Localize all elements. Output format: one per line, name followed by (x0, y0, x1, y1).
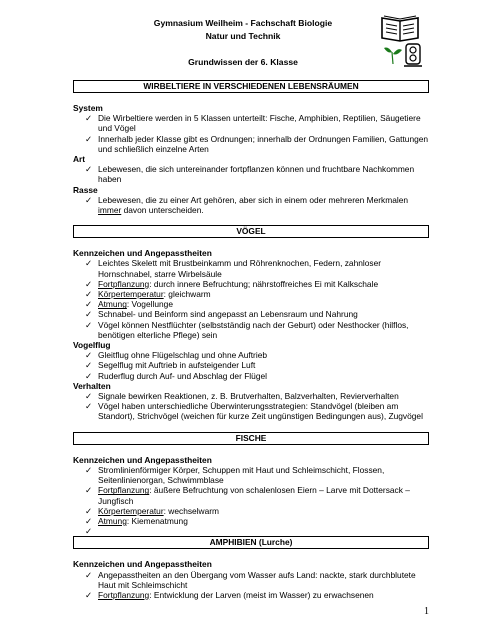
checkmark-icon: ✓ (85, 164, 93, 175)
subheading-rasse: Rasse (73, 184, 98, 195)
list-item: ✓ Lebewesen, die zu einer Art gehören, aber sich in einem oder mehreren Merkmalen immer davon unterscheiden. (85, 194, 409, 216)
checkmark-icon: ✓ (85, 391, 93, 402)
subheading-kennzeichen: Kennzeichen und Angepasstheiten (73, 454, 212, 465)
list-item: ✓ Angepasstheiten an den Übergang vom Wasser aufs Land: nackte, stark durchblutete Haut mit Schleimschicht (85, 569, 416, 590)
list-item: ✓ Signale bewirken Reaktionen, z. B. Brutverhalten, Balzverhalten, Revierverhalten (85, 391, 399, 402)
list-item: ✓ Stromlinienförmiger Körper, Schuppen mit Haut und Schleimschicht, Flossen, Seitenlinienorgan, Schwimmblase (85, 464, 385, 486)
checkmark-icon: ✓ (85, 360, 93, 371)
checkmark-icon: ✓ (85, 319, 93, 330)
checkmark-icon: ✓ (85, 133, 93, 144)
checkmark-icon: ✓ (85, 464, 93, 475)
checkmark-icon: ✓ (85, 299, 93, 310)
list-item: ✓ Gleitflug ohne Flügelschlag und ohne Auftrieb (85, 350, 268, 361)
checkmark-icon: ✓ (85, 278, 93, 289)
document-body (73, 80, 429, 600)
checkmark-icon: ✓ (85, 569, 93, 580)
checkmark-icon: ✓ (85, 401, 93, 412)
subheading-verhalten: Verhalten (73, 380, 111, 391)
list-item: ✓ Fortpflanzung: durch innere Befruchtung; nährstoffreiches Ei mit Kalkschale (85, 278, 379, 289)
list-item: ✓ Vögel können Nestflüchter (selbstständig nach der Geburt) oder Nesthocker (hilflos, benötigen elterliche Pflege) sein (85, 319, 409, 340)
checkmark-icon: ✓ (85, 485, 93, 496)
section-heading-fische: FISCHE (73, 432, 429, 445)
subheading-vogelflug: Vogelflug (73, 340, 111, 351)
checkmark-icon: ✓ (85, 289, 93, 300)
checkmark-icon: ✓ (85, 589, 93, 600)
checkmark-icon: ✓ (85, 350, 93, 361)
list-item: ✓ Leichtes Skelett mit Brustbeinkamm und Röhrenknochen, Federn, zahnloser Hornschnabel, starre Wirbelsäule (85, 258, 382, 279)
section-heading-amphibien: AMPHIBIEN (Lurche) (73, 536, 429, 549)
section-heading-voegel: VÖGEL (73, 225, 429, 238)
checkmark-icon: ✓ (85, 515, 93, 526)
list-item: ✓ Atmung: Vogellunge (85, 299, 173, 310)
document-title: Grundwissen der 6. Klasse (188, 57, 298, 67)
list-item: ✓ Lebewesen, die sich untereinander fortpflanzen können und fruchtbare Nachkommen haben (85, 164, 415, 185)
section-heading-wirbeltiere: WIRBELTIERE IN VERSCHIEDENEN LEBENSRÄUMEN (73, 80, 429, 93)
checkmark-icon: ✓ (85, 194, 93, 205)
checkmark-icon: ✓ (85, 505, 93, 516)
list-item: ✓ Körpertemperatur: wechselwarm (85, 505, 220, 516)
subheading-system: System (73, 103, 103, 113)
list-item: ✓ Fortpflanzung: Entwicklung der Larven (meist im Wasser) zu erwachsenen (85, 589, 374, 600)
subject-name: Natur und Technik (205, 31, 281, 41)
list-item: ✓ Innerhalb jeder Klasse gibt es Ordnungen; innerhalb der Ordnungen Familien, Gattungen und schließlich einzelne Arten (85, 133, 429, 154)
checkmark-icon: ✓ (85, 370, 93, 381)
subheading-kennzeichen: Kennzeichen und Angepasstheiten (73, 559, 212, 570)
list-item: ✓ Ruderflug durch Auf- und Abschlag der Flügel (85, 370, 267, 381)
list-item: ✓ Die Wirbeltiere werden in 5 Klassen unterteilt: Fische, Amphibien, Reptilien, Säugetiere und Vögel (85, 113, 421, 134)
page-number: 1 (424, 606, 429, 617)
list-item: ✓ Fortpflanzung: äußere Befruchtung von schalenlosen Eiern – Larve mit Dottersack – Jungfisch (85, 485, 410, 506)
checkmark-icon: ✓ (85, 258, 93, 269)
book-and-microscope-logo (378, 8, 424, 70)
subheading-kennzeichen: Kennzeichen und Angepasstheiten (73, 248, 212, 259)
list-item: ✓ Segelflug mit Auftrieb in aufsteigender Luft (85, 360, 256, 371)
list-item: ✓ Atmung: Kiemenatmung (85, 515, 188, 526)
checkmark-icon: ✓ (85, 309, 93, 320)
list-item: ✓ Körpertemperatur: gleichwarm (85, 289, 211, 300)
checkmark-icon: ✓ (85, 526, 93, 537)
list-item: ✓ Vögel haben unterschiedliche Überwinterungsstrategien: Standvögel (bleiben am Standort), Strichvögel (weichen für kurze Zeit ungünstigen Bedingungen aus), Zugvögel (85, 401, 423, 422)
list-item (73, 526, 429, 536)
subheading-art: Art (73, 154, 86, 165)
list-item: ✓ Schnabel- und Beinform sind angepasst an Lebensraum und Nahrung (85, 309, 358, 320)
checkmark-icon: ✓ (85, 113, 93, 124)
school-name: Gymnasium Weilheim - Fachschaft Biologie (153, 18, 333, 28)
